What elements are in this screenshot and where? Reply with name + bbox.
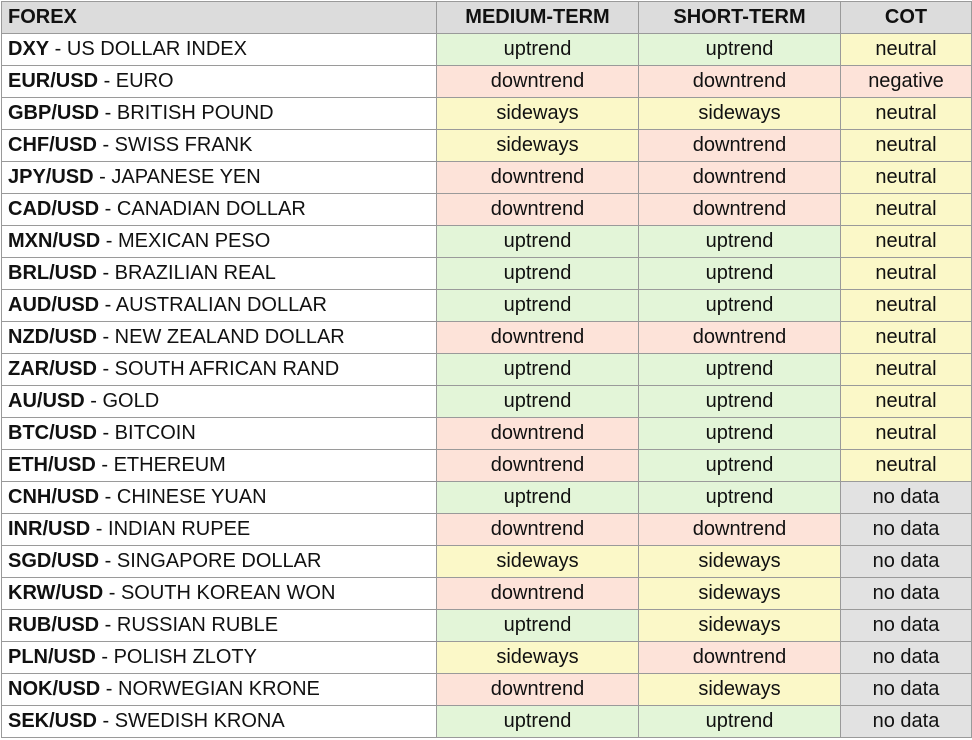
short-term-cell: uptrend: [639, 706, 841, 738]
medium-term-cell: downtrend: [437, 194, 639, 226]
currency-symbol: ZAR/USD: [8, 358, 97, 380]
short-term-cell: uptrend: [639, 226, 841, 258]
currency-name-cell: ETH/USD - ETHEREUM: [2, 450, 437, 482]
cot-cell: neutral: [841, 450, 972, 482]
table-row: [2, 546, 972, 578]
medium-term-cell: uptrend: [437, 290, 639, 322]
currency-symbol: SEK/USD: [8, 710, 97, 732]
currency-name-cell: BTC/USD - BITCOIN: [2, 418, 437, 450]
currency-name-cell: SGD/USD - SINGAPORE DOLLAR: [2, 546, 437, 578]
currency-full-name: MEXICAN PESO: [118, 230, 271, 252]
short-term-cell: uptrend: [639, 34, 841, 66]
table-row: [2, 418, 972, 450]
cot-cell: no data: [841, 482, 972, 514]
currency-full-name: SOUTH AFRICAN RAND: [114, 358, 340, 380]
currency-full-name: CHINESE YUAN: [116, 486, 267, 508]
currency-name-cell: JPY/USD - JAPANESE YEN: [2, 162, 437, 194]
currency-name-cell: EUR/USD - EURO: [2, 66, 437, 98]
currency-full-name: GOLD: [102, 390, 160, 412]
currency-full-name: BRITISH POUND: [116, 102, 274, 124]
currency-full-name: BITCOIN: [114, 422, 196, 444]
short-term-cell: downtrend: [639, 66, 841, 98]
header-row: [2, 2, 972, 34]
short-term-cell: sideways: [639, 610, 841, 642]
currency-full-name: CANADIAN DOLLAR: [116, 198, 306, 220]
cot-cell: no data: [841, 578, 972, 610]
table-row: [2, 514, 972, 546]
currency-symbol: CHF/USD: [8, 134, 97, 156]
currency-name-cell: CAD/USD - CANADIAN DOLLAR: [2, 194, 437, 226]
medium-term-cell: uptrend: [437, 34, 639, 66]
currency-symbol: BTC/USD: [8, 422, 97, 444]
short-term-cell: uptrend: [639, 482, 841, 514]
currency-name-cell: INR/USD - INDIAN RUPEE: [2, 514, 437, 546]
short-term-cell: uptrend: [639, 450, 841, 482]
table-row: [2, 322, 972, 354]
medium-term-cell: sideways: [437, 98, 639, 130]
currency-name-cell: AUD/USD - AUSTRALIAN DOLLAR: [2, 290, 437, 322]
short-term-cell: uptrend: [639, 386, 841, 418]
table-row: [2, 98, 972, 130]
table-row: [2, 354, 972, 386]
currency-symbol: GBP/USD: [8, 102, 100, 124]
medium-term-cell: uptrend: [437, 706, 639, 738]
cot-cell: no data: [841, 546, 972, 578]
cot-cell: neutral: [841, 418, 972, 450]
short-term-cell: downtrend: [639, 322, 841, 354]
table-row: [2, 162, 972, 194]
currency-symbol: NZD/USD: [8, 326, 97, 348]
table-row: [2, 34, 972, 66]
short-term-cell: downtrend: [639, 514, 841, 546]
cot-cell: no data: [841, 706, 972, 738]
medium-term-cell: sideways: [437, 642, 639, 674]
currency-name-cell: NZD/USD - NEW ZEALAND DOLLAR: [2, 322, 437, 354]
currency-symbol: PLN/USD: [8, 646, 96, 668]
table-row: [2, 450, 972, 482]
currency-name-cell: DXY - US DOLLAR INDEX: [2, 34, 437, 66]
currency-symbol: JPY/USD: [8, 166, 94, 188]
header-forex: FOREX: [2, 2, 437, 34]
currency-symbol: NOK/USD: [8, 678, 101, 700]
currency-full-name: RUSSIAN RUBLE: [116, 614, 279, 636]
currency-symbol: INR/USD: [8, 518, 91, 540]
currency-symbol: KRW/USD: [8, 582, 104, 604]
currency-symbol: AUD/USD: [8, 294, 100, 316]
currency-symbol: DXY: [8, 38, 50, 60]
medium-term-cell: downtrend: [437, 578, 639, 610]
medium-term-cell: uptrend: [437, 610, 639, 642]
table-row: [2, 642, 972, 674]
cot-cell: neutral: [841, 162, 972, 194]
short-term-cell: sideways: [639, 674, 841, 706]
cot-cell: neutral: [841, 354, 972, 386]
cot-cell: neutral: [841, 194, 972, 226]
currency-name-cell: ZAR/USD - SOUTH AFRICAN RAND: [2, 354, 437, 386]
medium-term-cell: downtrend: [437, 514, 639, 546]
cot-cell: neutral: [841, 130, 972, 162]
currency-full-name: SINGAPORE DOLLAR: [116, 550, 322, 572]
medium-term-cell: sideways: [437, 546, 639, 578]
cot-cell: neutral: [841, 386, 972, 418]
table-row: [2, 226, 972, 258]
table-row: [2, 610, 972, 642]
header-short-term: SHORT-TERM: [639, 2, 841, 34]
currency-name-cell: KRW/USD - SOUTH KOREAN WON: [2, 578, 437, 610]
short-term-cell: uptrend: [639, 290, 841, 322]
short-term-cell: sideways: [639, 98, 841, 130]
currency-symbol: ETH/USD: [8, 454, 96, 476]
currency-full-name: SOUTH KOREAN WON: [120, 582, 336, 604]
currency-symbol: EUR/USD: [8, 70, 99, 92]
cot-cell: neutral: [841, 98, 972, 130]
currency-full-name: US DOLLAR INDEX: [66, 38, 247, 60]
table-row: [2, 706, 972, 738]
currency-full-name: ETHEREUM: [113, 454, 226, 476]
medium-term-cell: downtrend: [437, 66, 639, 98]
header-medium-term: MEDIUM-TERM: [437, 2, 639, 34]
cot-cell: no data: [841, 674, 972, 706]
currency-symbol: AU/USD: [8, 390, 85, 412]
short-term-cell: downtrend: [639, 130, 841, 162]
table-body: [2, 34, 972, 738]
short-term-cell: downtrend: [639, 642, 841, 674]
medium-term-cell: uptrend: [437, 354, 639, 386]
currency-name-cell: CHF/USD - SWISS FRANK: [2, 130, 437, 162]
cot-cell: no data: [841, 610, 972, 642]
currency-full-name: BRAZILIAN REAL: [114, 262, 276, 284]
currency-symbol: CNH/USD: [8, 486, 100, 508]
cot-cell: neutral: [841, 322, 972, 354]
currency-symbol: SGD/USD: [8, 550, 100, 572]
currency-full-name: INDIAN RUPEE: [108, 518, 251, 540]
table-row: [2, 578, 972, 610]
table-row: [2, 194, 972, 226]
table-row: [2, 290, 972, 322]
currency-name-cell: SEK/USD - SWEDISH KRONA: [2, 706, 437, 738]
currency-full-name: EURO: [115, 70, 174, 92]
cot-cell: negative: [841, 66, 972, 98]
currency-full-name: NORWEGIAN KRONE: [118, 678, 320, 700]
medium-term-cell: uptrend: [437, 386, 639, 418]
cot-cell: neutral: [841, 290, 972, 322]
cot-cell: neutral: [841, 258, 972, 290]
currency-full-name: SWISS FRANK: [114, 134, 253, 156]
currency-full-name: POLISH ZLOTY: [113, 646, 257, 668]
cot-cell: no data: [841, 514, 972, 546]
currency-name-cell: BRL/USD - BRAZILIAN REAL: [2, 258, 437, 290]
currency-name-cell: RUB/USD - RUSSIAN RUBLE: [2, 610, 437, 642]
medium-term-cell: sideways: [437, 130, 639, 162]
short-term-cell: downtrend: [639, 194, 841, 226]
short-term-cell: uptrend: [639, 418, 841, 450]
medium-term-cell: downtrend: [437, 418, 639, 450]
currency-name-cell: MXN/USD - MEXICAN PESO: [2, 226, 437, 258]
table-row: [2, 258, 972, 290]
header-cot: COT: [841, 2, 972, 34]
medium-term-cell: downtrend: [437, 450, 639, 482]
medium-term-cell: uptrend: [437, 258, 639, 290]
short-term-cell: uptrend: [639, 354, 841, 386]
cot-cell: neutral: [841, 226, 972, 258]
medium-term-cell: downtrend: [437, 674, 639, 706]
short-term-cell: downtrend: [639, 162, 841, 194]
currency-name-cell: NOK/USD - NORWEGIAN KRONE: [2, 674, 437, 706]
cot-cell: no data: [841, 642, 972, 674]
currency-symbol: CAD/USD: [8, 198, 100, 220]
forex-trend-table: [1, 1, 972, 738]
short-term-cell: sideways: [639, 578, 841, 610]
table-row: [2, 674, 972, 706]
medium-term-cell: uptrend: [437, 226, 639, 258]
currency-full-name: JAPANESE YEN: [111, 166, 261, 188]
currency-full-name: SWEDISH KRONA: [114, 710, 285, 732]
currency-name-cell: CNH/USD - CHINESE YUAN: [2, 482, 437, 514]
cot-cell: neutral: [841, 34, 972, 66]
currency-symbol: MXN/USD: [8, 230, 101, 252]
medium-term-cell: uptrend: [437, 482, 639, 514]
currency-name-cell: AU/USD - GOLD: [2, 386, 437, 418]
currency-full-name: AUSTRALIAN DOLLAR: [115, 294, 327, 316]
table-row: [2, 130, 972, 162]
currency-symbol: RUB/USD: [8, 614, 100, 636]
short-term-cell: sideways: [639, 546, 841, 578]
table-row: [2, 66, 972, 98]
medium-term-cell: downtrend: [437, 322, 639, 354]
table-row: [2, 482, 972, 514]
currency-name-cell: PLN/USD - POLISH ZLOTY: [2, 642, 437, 674]
currency-full-name: NEW ZEALAND DOLLAR: [114, 326, 345, 348]
medium-term-cell: downtrend: [437, 162, 639, 194]
currency-name-cell: GBP/USD - BRITISH POUND: [2, 98, 437, 130]
short-term-cell: uptrend: [639, 258, 841, 290]
currency-symbol: BRL/USD: [8, 262, 97, 284]
table-row: [2, 386, 972, 418]
